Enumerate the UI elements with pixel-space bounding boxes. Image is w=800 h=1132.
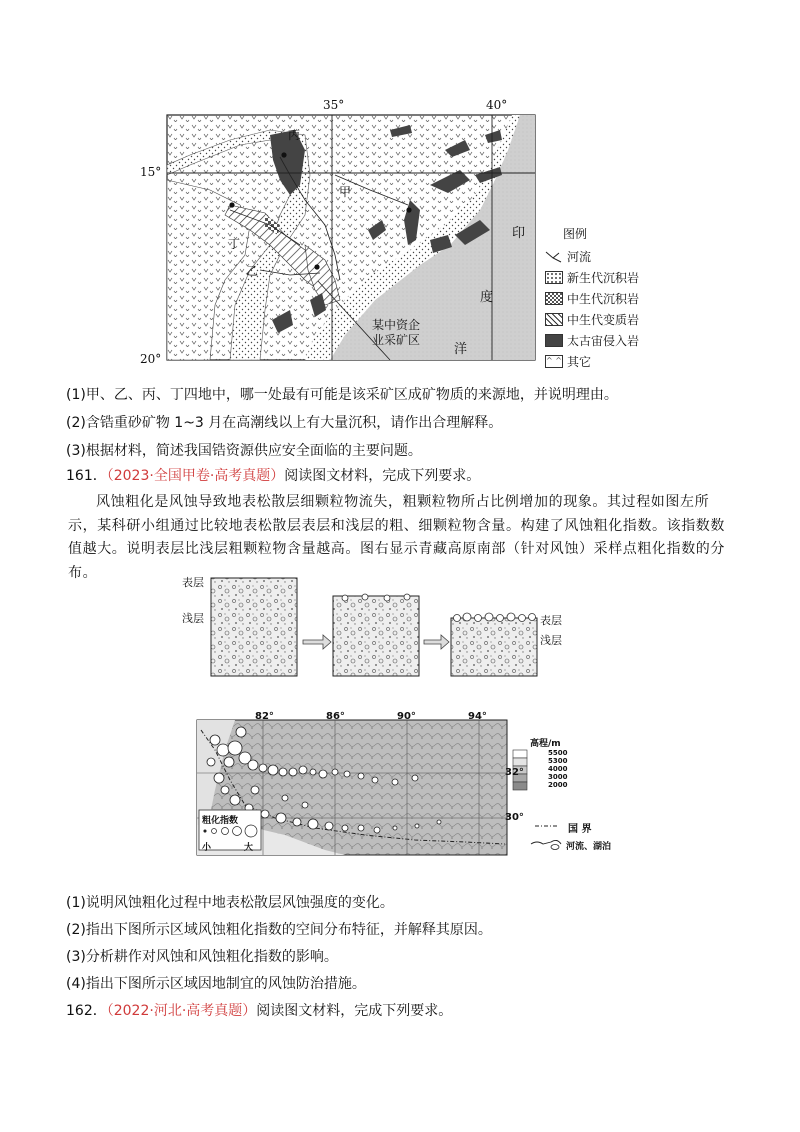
ocean-label-2: 度 (480, 290, 494, 305)
legend-label: 太古宙侵入岩 (567, 334, 640, 348)
elevation-value: 3000 (548, 773, 568, 781)
index-legend-title: 粗化指数 (202, 816, 239, 826)
solid-swatch-icon (545, 334, 563, 347)
legend-label: 河流 (567, 250, 592, 264)
question-source: （2022·河北·高考真题） (106, 1003, 257, 1019)
map2-lat-32: 32° (505, 767, 524, 778)
site-label-jia: 甲 (339, 185, 352, 199)
ocean-label-3: 洋 (454, 342, 468, 357)
elevation-legend-title: 高程/m (530, 739, 561, 749)
river-symbol-icon (545, 250, 563, 264)
legend-item-mesozoic-metamorphic (545, 309, 695, 330)
question-160-2: (2)含锆重砂矿物 1~3 月在高潮线以上有大量沉积，请作出合理解释。 (66, 415, 503, 431)
coarsening-process-diagram (175, 570, 595, 680)
question-instruction: 阅读图文材料，完成下列要求。 (256, 1003, 453, 1019)
legend-label: 中生代变质岩 (567, 313, 640, 327)
question-160-1: (1)甲、乙、丙、丁四地中，哪一处最有可能是该采矿区成矿物质的来源地，并说明理由。 (66, 387, 618, 403)
legend-label: 其它 (567, 355, 592, 369)
diagram-label-shallow: 浅层 (182, 612, 204, 625)
coarsening-diagram-svg (175, 570, 595, 680)
diagram-label-shallow-right: 浅层 (540, 634, 562, 647)
legend-label: 中生代沉积岩 (567, 292, 640, 306)
question-number: 161． (66, 468, 107, 484)
lat-label-20: 20° (140, 352, 162, 366)
elevation-legend-values (548, 749, 567, 789)
paragraph-text: 风蚀粗化是风蚀导致地表松散层细颗粒物流失，粗颗粒物所占比例增加的现象。其过程如图左所示，某科研小组通过比较地表松散层表层和浅层的粗、细颗粒物含量。构建了风蚀粗化指数。该指数数值越大。说明表层比浅层粗颗粒物含量越高。图右显示青藏高原南部（针对风蚀）采样点粗化指数的分布。 (68, 494, 725, 581)
question-162-header (66, 1001, 452, 1021)
legend-item-archean-intrusive (545, 330, 695, 351)
legend-item-river (545, 246, 695, 267)
lon-label-40: 40° (486, 98, 508, 112)
legend-item-mesozoic-sediment (545, 288, 695, 309)
legend-item-cenozoic-sediment (545, 267, 695, 288)
hatch-swatch-icon (545, 313, 563, 326)
dots-swatch-icon (545, 271, 563, 284)
question-161-1: (1)说明风蚀粗化过程中地表松散层风蚀强度的变化。 (66, 895, 394, 911)
legend-label: 新生代沉积岩 (567, 271, 640, 285)
mine-label-line1: 某中资企 (372, 318, 421, 332)
legend-item-other (545, 351, 695, 372)
legend-title: 图例 (563, 227, 588, 241)
index-legend-large: 大 (244, 843, 254, 853)
lat-label-15: 15° (140, 165, 162, 179)
site-label-ding: 丁 (228, 237, 241, 251)
site-label-bing: 丙 (288, 128, 301, 142)
checks-swatch-icon (545, 292, 563, 305)
question-instruction: 阅读图文材料，完成下列要求。 (284, 468, 481, 484)
vees-swatch-icon: ^ ^ (545, 355, 563, 368)
question-161-4: (4)指出下图所示区域因地制宜的风蚀防治措施。 (66, 976, 366, 992)
map2-lon-82: 82° (255, 711, 274, 722)
map2-lat-30: 30° (505, 812, 524, 823)
map2-lon-94: 94° (468, 711, 487, 722)
diagram-label-top: 表层 (182, 576, 204, 589)
question-161-3: (3)分析耕作对风蚀和风蚀粗化指数的影响。 (66, 949, 338, 965)
river-lake-legend-label: 河流、湖泊 (566, 842, 612, 852)
site-label-yi: 乙 (246, 264, 259, 278)
question-161-header (66, 466, 480, 486)
question-number: 162． (66, 1003, 107, 1019)
mine-label-line2: 业采矿区 (372, 333, 421, 347)
border-legend-label: 国 界 (568, 824, 592, 835)
ocean-label-1: 印 (512, 226, 526, 241)
question-160-3: (3)根据材料，简述我国锆资源供应安全面临的主要问题。 (66, 443, 422, 459)
index-legend-small: 小 (202, 843, 212, 853)
elevation-value: 2000 (548, 781, 568, 789)
elevation-value: 5300 (548, 757, 568, 765)
map2-lon-90: 90° (397, 711, 416, 722)
elevation-value: 4000 (548, 765, 568, 773)
lon-label-35: 35° (323, 98, 345, 112)
map2-lon-86: 86° (326, 711, 345, 722)
question-source: （2023·全国甲卷·高考真题） (106, 468, 285, 484)
map1-legend (545, 225, 695, 372)
elevation-value: 5500 (548, 749, 568, 757)
diagram-label-top-right: 表层 (540, 614, 562, 627)
question-161-2: (2)指出下图所示区域风蚀粗化指数的空间分布特征，并解释其原因。 (66, 922, 492, 938)
